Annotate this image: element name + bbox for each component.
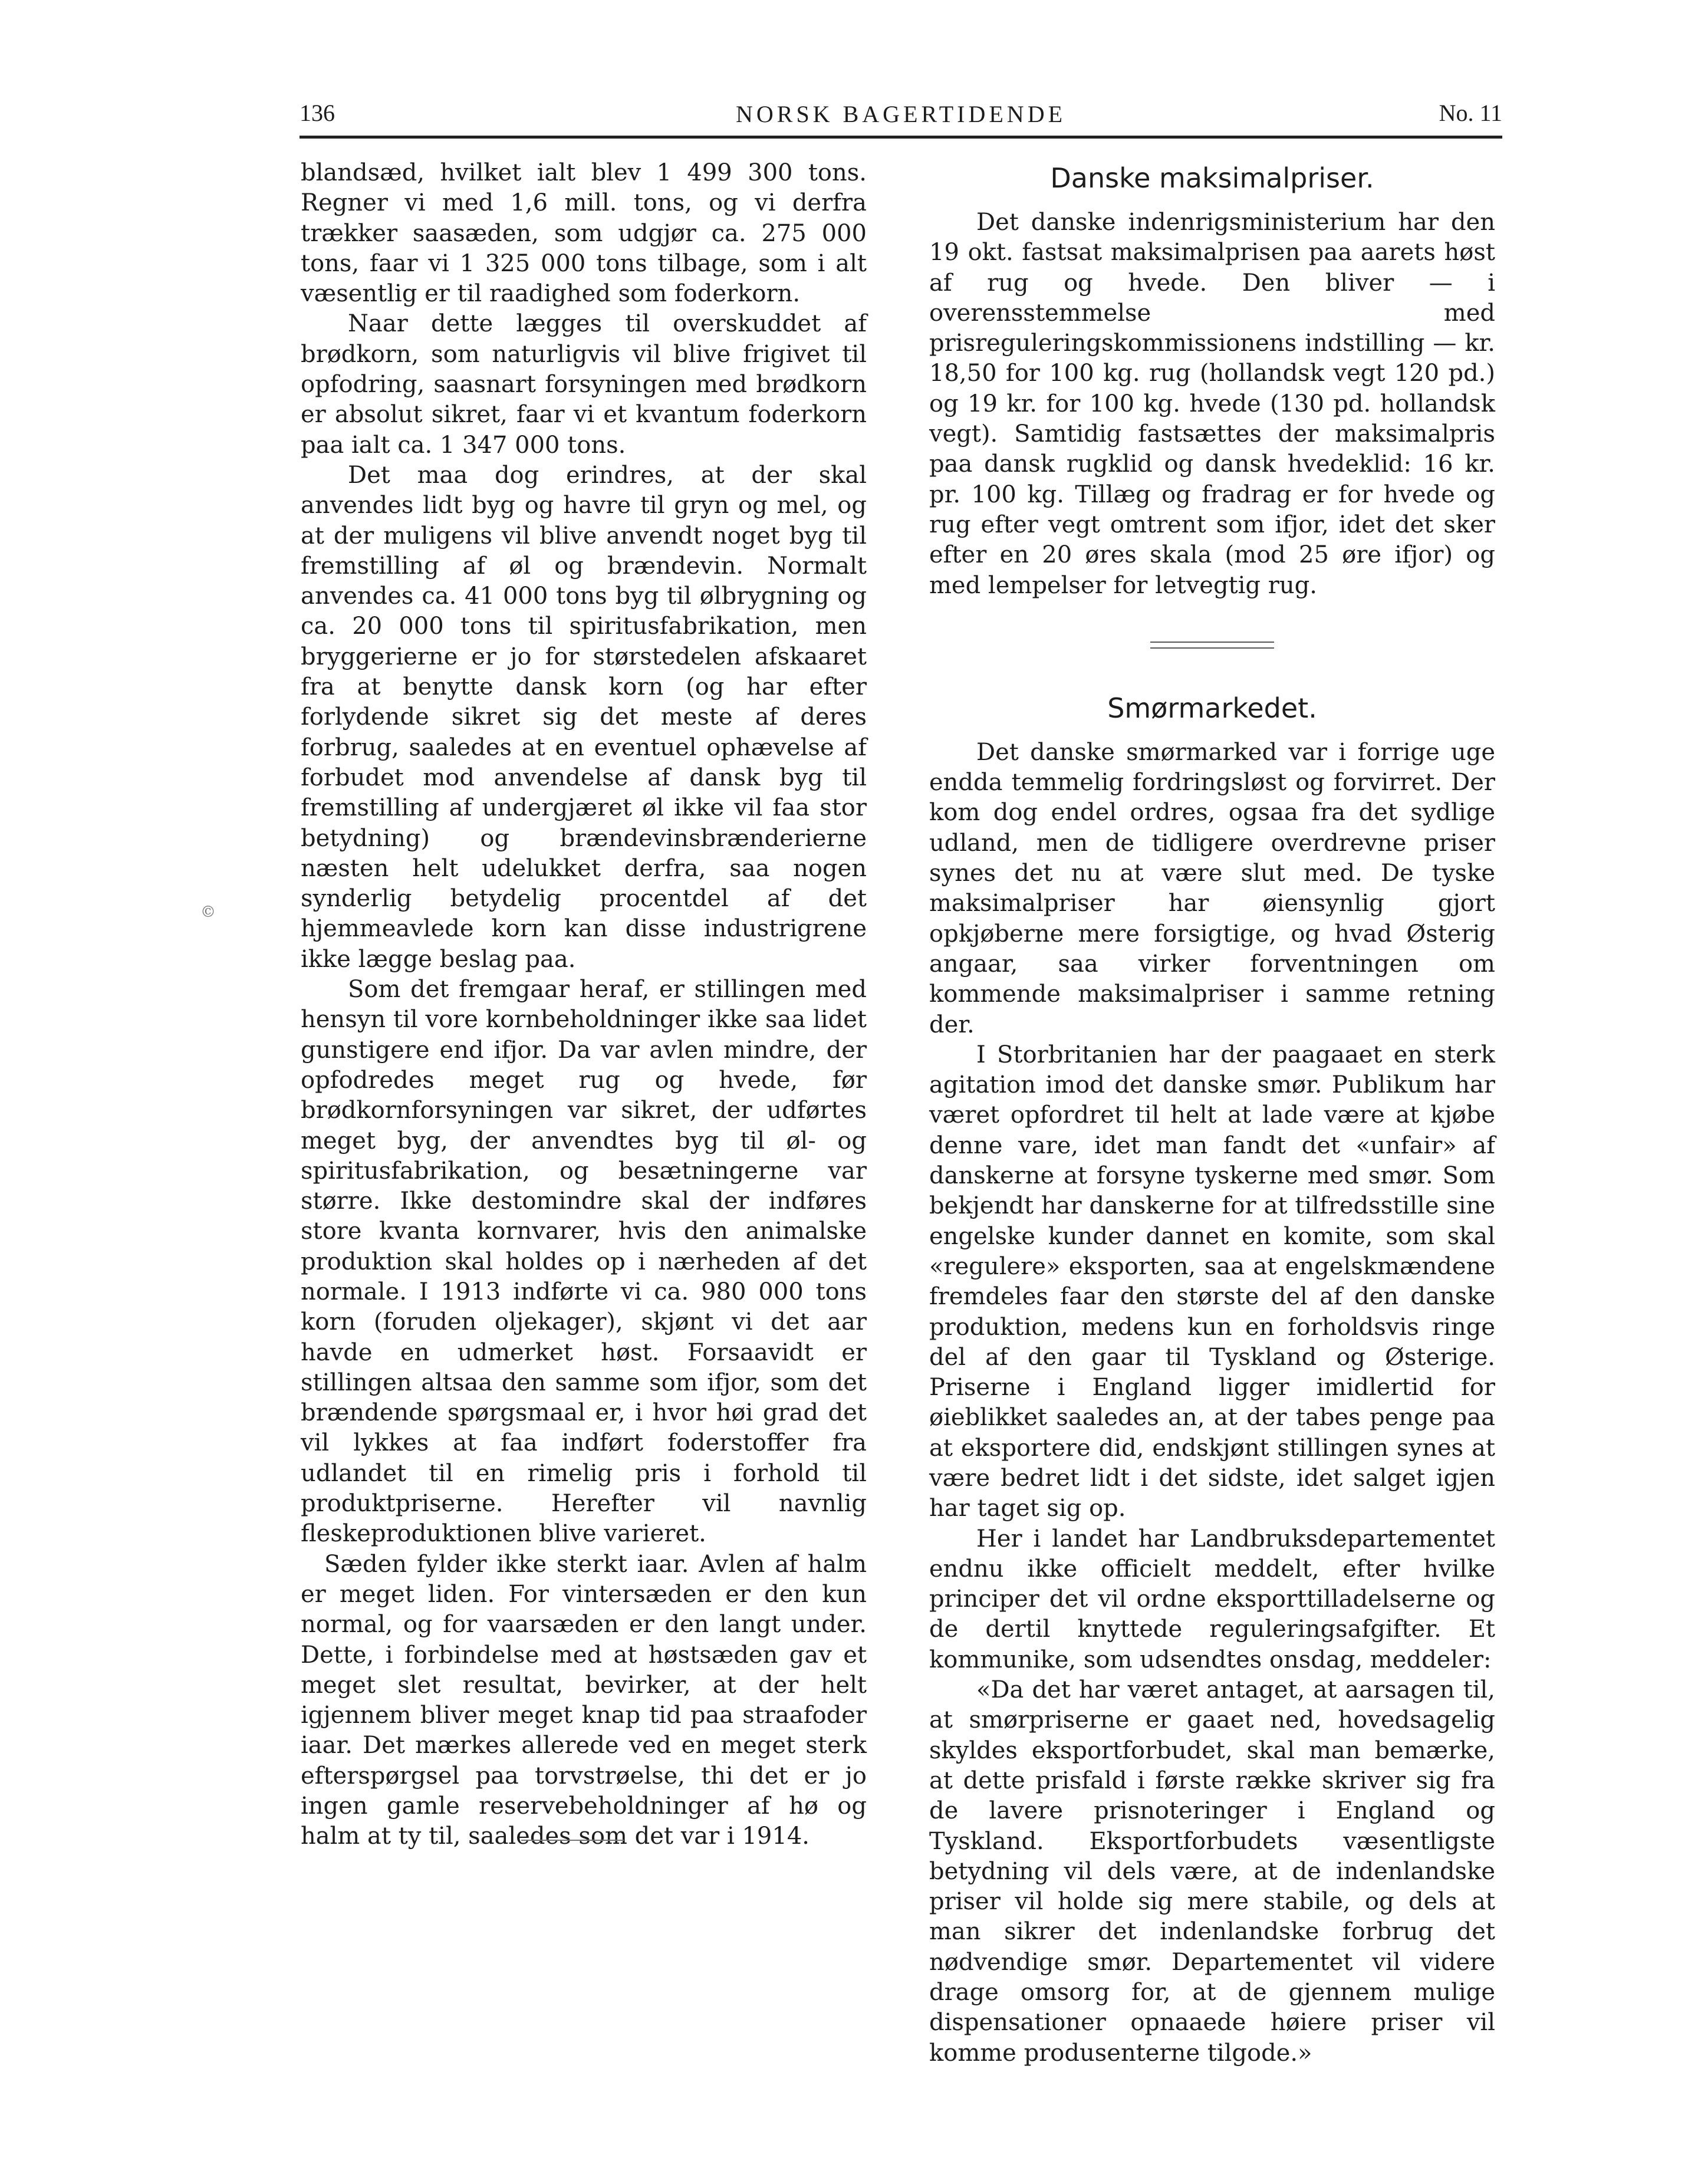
paragraph: Naar dette lægges til overskuddet af brødkorn, som naturligvis vil blive frigivet til opfodring, saasnart forsyningen med brødkorn er absolut sikret, faar vi et kvantum foderkorn paa ialt ca. 1 347 000 tons. [301,310,867,459]
right-column [929,158,1495,2068]
paragraph: Det danske indenrigsministerium har den 19 okt. fastsat maksimalprisen paa aarets høst af rug og hvede. Den bliver — i overensstemmelse med prisreguleringskommissionens indstilling — kr. 18,50 for 100 kg. rug (hollandsk vegt 120 pd.) og 19 kr. for 100 kg. hvede (130 pd. hollandsk vegt). Samtidig fastsættes der maksimalpris paa dansk rugklid og dansk hvedeklid: 16 kr. pr. 100 kg. Tillæg og fradrag er for hvede og rug efter vegt omtrent som ifjor, idet det sker efter en 20 øres skala (mod 25 øre ifjor) og med lempelser for letvegtig rug. [929,209,1495,599]
paragraph: Det maa dog erindres, at der skal anvendes lidt byg og havre til gryn og mel, og at der muligens vil blive anvendt noget byg til fremstilling af øl og brændevin. Normalt anvendes ca. 41 000 tons byg til ølbrygning og ca. 20 000 tons til spiritusfabrikation, men bryggerierne er jo for størstedelen afskaaret fra at benytte dansk korn (og har efter forlydende sikret sig det meste af deres forbrug, saaledes at en eventuel ophævelse af forbudet mod anvendelse af dansk byg til fremstilling af undergjæret øl ikke vil faa stor betydning) og brændevinsbrænderierne næsten helt udelukket derfra, saa nogen synderlig betydelig procentdel af det hjemmeavlede korn kan disse industrigrene ikke lægge beslag paa. [301,461,867,973]
section-separator [929,601,1495,689]
page-header [300,94,1502,139]
left-column [301,158,867,1852]
paragraph: Her i landet har Landbruksdepartementet endnu ikke officielt meddelt, efter hvilke principer det vil ordne eksporttilladelserne og de dertil knyttede reguleringsafgifter. Et kommunike, som udsendtes onsdag, meddeler: [929,1525,1495,1673]
publication-title: NORSK BAGERTIDENDE [735,101,1067,127]
article-title: Smørmarkedet. [1107,692,1317,724]
issue-number: No. 11 [1439,100,1502,126]
article-title: Danske maksimalpriser. [1050,162,1374,194]
paragraph: Sæden fylder ikke sterkt iaar. Avlen af halm er meget liden. For vintersæden er den kun normal, og for vaarsæden er den langt under. Dette, i forbindelse med at høstsæden gav et meget slet resultat, bevirker, at der helt igjennem bliver meget knap tid paa straafoder iaar. Det mærkes allerede ved en meget sterk efterspørgsel paa torvstrøelse, thi det er jo ingen gamle reservebeholdninger af hø og halm at ty til, saaledes som det var i 1914. [301,1550,867,1850]
double-rule [1150,642,1274,649]
paragraph: «Da det har været antaget, at aarsagen til, at smørpriserne er gaaet ned, hovedsagelig skyldes eksportforbudet, skal man bemærke, at dette prisfald i første række skriver sig fra de lavere prisnoteringer i England og Tyskland. Eksportforbudets væsentligste betydning vil dels være, at de indenlandske priser vil holde sig mere stabile, og dels at man sikrer det indenlandske forbrug det nødvendige smør. Departementet vil videre drage omsorg for, at de gjennem mulige dispensationer opnaaede høiere priser vil komme produsenterne tilgode.» [929,1676,1495,2067]
paragraph: blandsæd, hvilket ialt blev 1 499 300 tons. Regner vi med 1,6 mill. tons, og vi derfra trækker saasæden, som udgjør ca. 275 000 tons, faar vi 1 325 000 tons tilbage, som i alt væsentlig er til raadighed som foderkorn. [301,159,867,308]
paragraph: Det danske smørmarked var i forrige uge endda temmelig fordringsløst og forvirret. Der kom dog endel ordres, ogsaa fra det sydlige udland, men de tidligere overdrevne priser synes det nu at være slut med. De tyske maksimalpriser har øiensynlig gjort opkjøberne mere forsigtige, og hvad Østerig angaar, saa virker forventningen om kommende maksimalpriser i samme retning der. [929,738,1495,1038]
end-rule [521,1840,624,1841]
margin-mark: © [200,903,216,921]
paragraph: I Storbritanien har der paagaaet en sterk agitation imod det danske smør. Publikum har været opfordret til helt at lade være at kjøbe denne vare, idet man fandt det «unfair» af danskerne at forsyne tyskerne med smør. Som bekjendt har danskerne for at tilfredsstille sine engelske kunder dannet en komite, som skal «regulere» eksporten, saa at engelskmændene fremdeles faar den største del af den danske produktion, medens kun en forholdsvis ringe del af den gaar til Tyskland og Østerige. Priserne i England ligger imidlertid for øieblikket saaledes an, at der tabes penge paa at eksportere did, endskjønt stillingen synes at være bedret lidt i det sidste, idet salget igjen har taget sig op. [929,1041,1495,1522]
page-number: 136 [300,100,335,126]
paragraph: Som det fremgaar heraf, er stillingen med hensyn til vore kornbeholdninger ikke saa lidet gunstigere end ifjor. Da var avlen mindre, der opfodredes meget rug og hvede, før brødkornforsyningen var sikret, der udførtes meget byg, der anvendtes byg til øl- og spiritusfabrikation, og besætningerne var større. Ikke destomindre skal der indføres store kvanta kornvarer, hvis den animalske produktion skal holdes op i nærheden af det normale. I 1913 indførte vi ca. 980 000 tons korn (foruden oljekager), skjønt vi det aar havde en udmerket høst. Forsaavidt er stillingen altsaa den samme som ifjor, som det brændende spørgsmaal er, i hvor høi grad det vil lykkes at faa indført foderstoffer fra udlandet til en rimelig pris i forhold til produktpriserne. Herefter vil navnlig fleskeproduktionen blive varieret. [301,976,867,1548]
